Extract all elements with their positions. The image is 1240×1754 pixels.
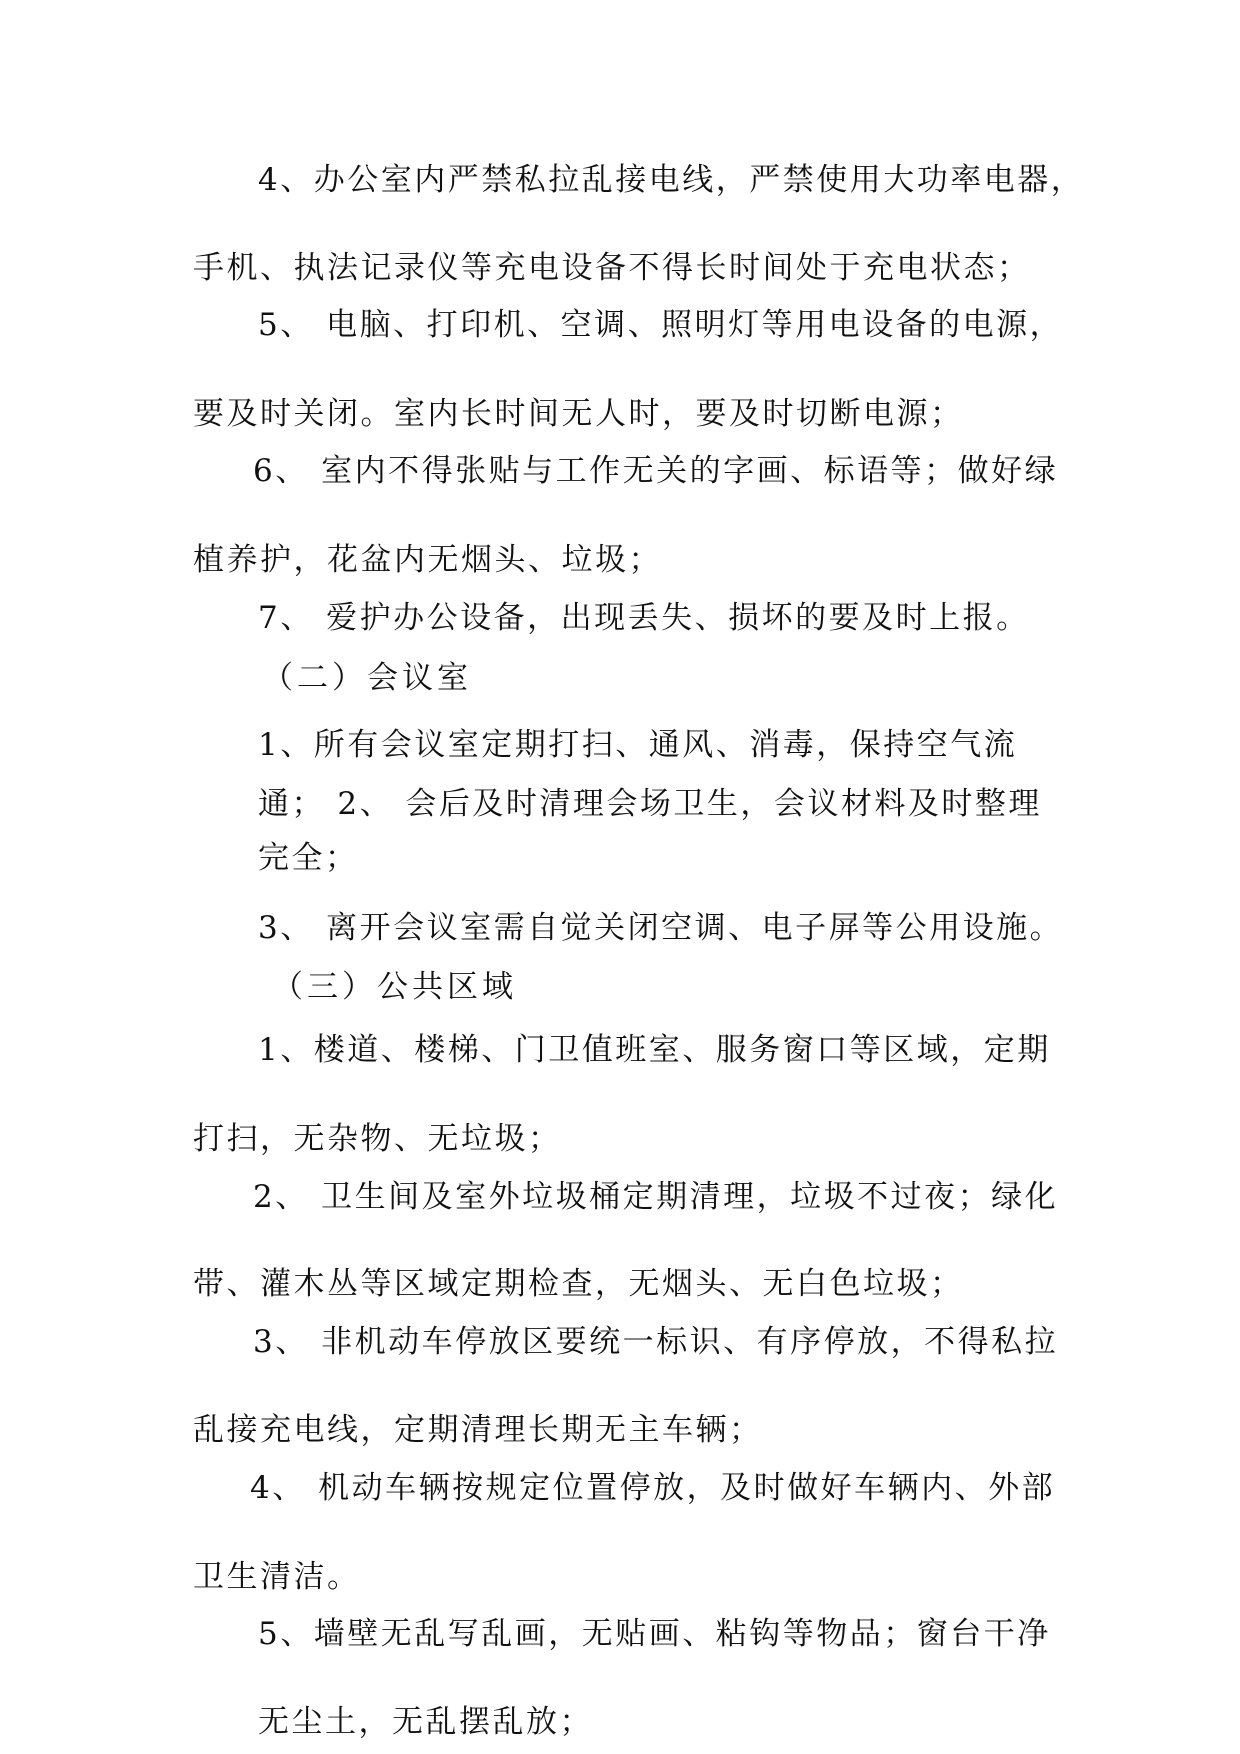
text-line: 要及时关闭。室内长时间无人时，要及时切断电源； bbox=[193, 396, 964, 432]
text-line: 带、灌木丛等区域定期检查，无烟头、无白色垃圾； bbox=[193, 1266, 964, 1302]
text-line: 4、办公室内严禁私拉乱接电线，严禁使用大功率电器， bbox=[258, 162, 1085, 198]
text-line: 6、 室内不得张贴与工作无关的字画、标语等；做好绿 bbox=[253, 453, 1059, 489]
text-line: 卫生清洁。 bbox=[193, 1559, 361, 1595]
text-line: 2、 卫生间及室外垃圾桶定期清理，垃圾不过夜；绿化 bbox=[253, 1179, 1059, 1215]
text-line: 植养护，花盆内无烟头、垃圾； bbox=[193, 542, 662, 578]
text-line: 5、 电脑、打印机、空调、照明灯等用电设备的电源， bbox=[258, 307, 1064, 343]
text-line: 3、 非机动车停放区要统一标识、有序停放，不得私拉 bbox=[253, 1324, 1059, 1360]
text-line: 1、所有会议室定期打扫、通风、消毒，保持空气流 bbox=[258, 727, 1018, 763]
text-line: 无尘土，无乱摆乱放； bbox=[258, 1704, 593, 1740]
text-line: 4、 机动车辆按规定位置停放，及时做好车辆内、外部 bbox=[250, 1470, 1056, 1506]
text-line: 乱接充电线，定期清理长期无主车辆； bbox=[193, 1412, 763, 1448]
text-line: 手机、执法记录仪等充电设备不得长时间处于充电状态； bbox=[193, 250, 1031, 286]
section-heading: （三）公共区域 bbox=[272, 969, 517, 1005]
text-line: 3、 离开会议室需自觉关闭空调、电子屏等公用设施。 bbox=[258, 910, 1064, 946]
text-line: 完全； bbox=[258, 840, 359, 876]
text-line: 5、墙壁无乱写乱画，无贴画、粘钩等物品；窗台干净 bbox=[258, 1616, 1051, 1652]
text-line: 打扫，无杂物、无垃圾； bbox=[193, 1121, 562, 1157]
text-line: 通； 2、 会后及时清理会场卫生，会议材料及时整理 bbox=[258, 786, 1042, 822]
text-line: 7、 爱护办公设备，出现丢失、损坏的要及时上报。 bbox=[258, 600, 1030, 636]
text-line: 1、楼道、楼梯、门卫值班室、服务窗口等区域，定期 bbox=[258, 1032, 1051, 1068]
section-heading: （二）会议室 bbox=[262, 660, 472, 696]
